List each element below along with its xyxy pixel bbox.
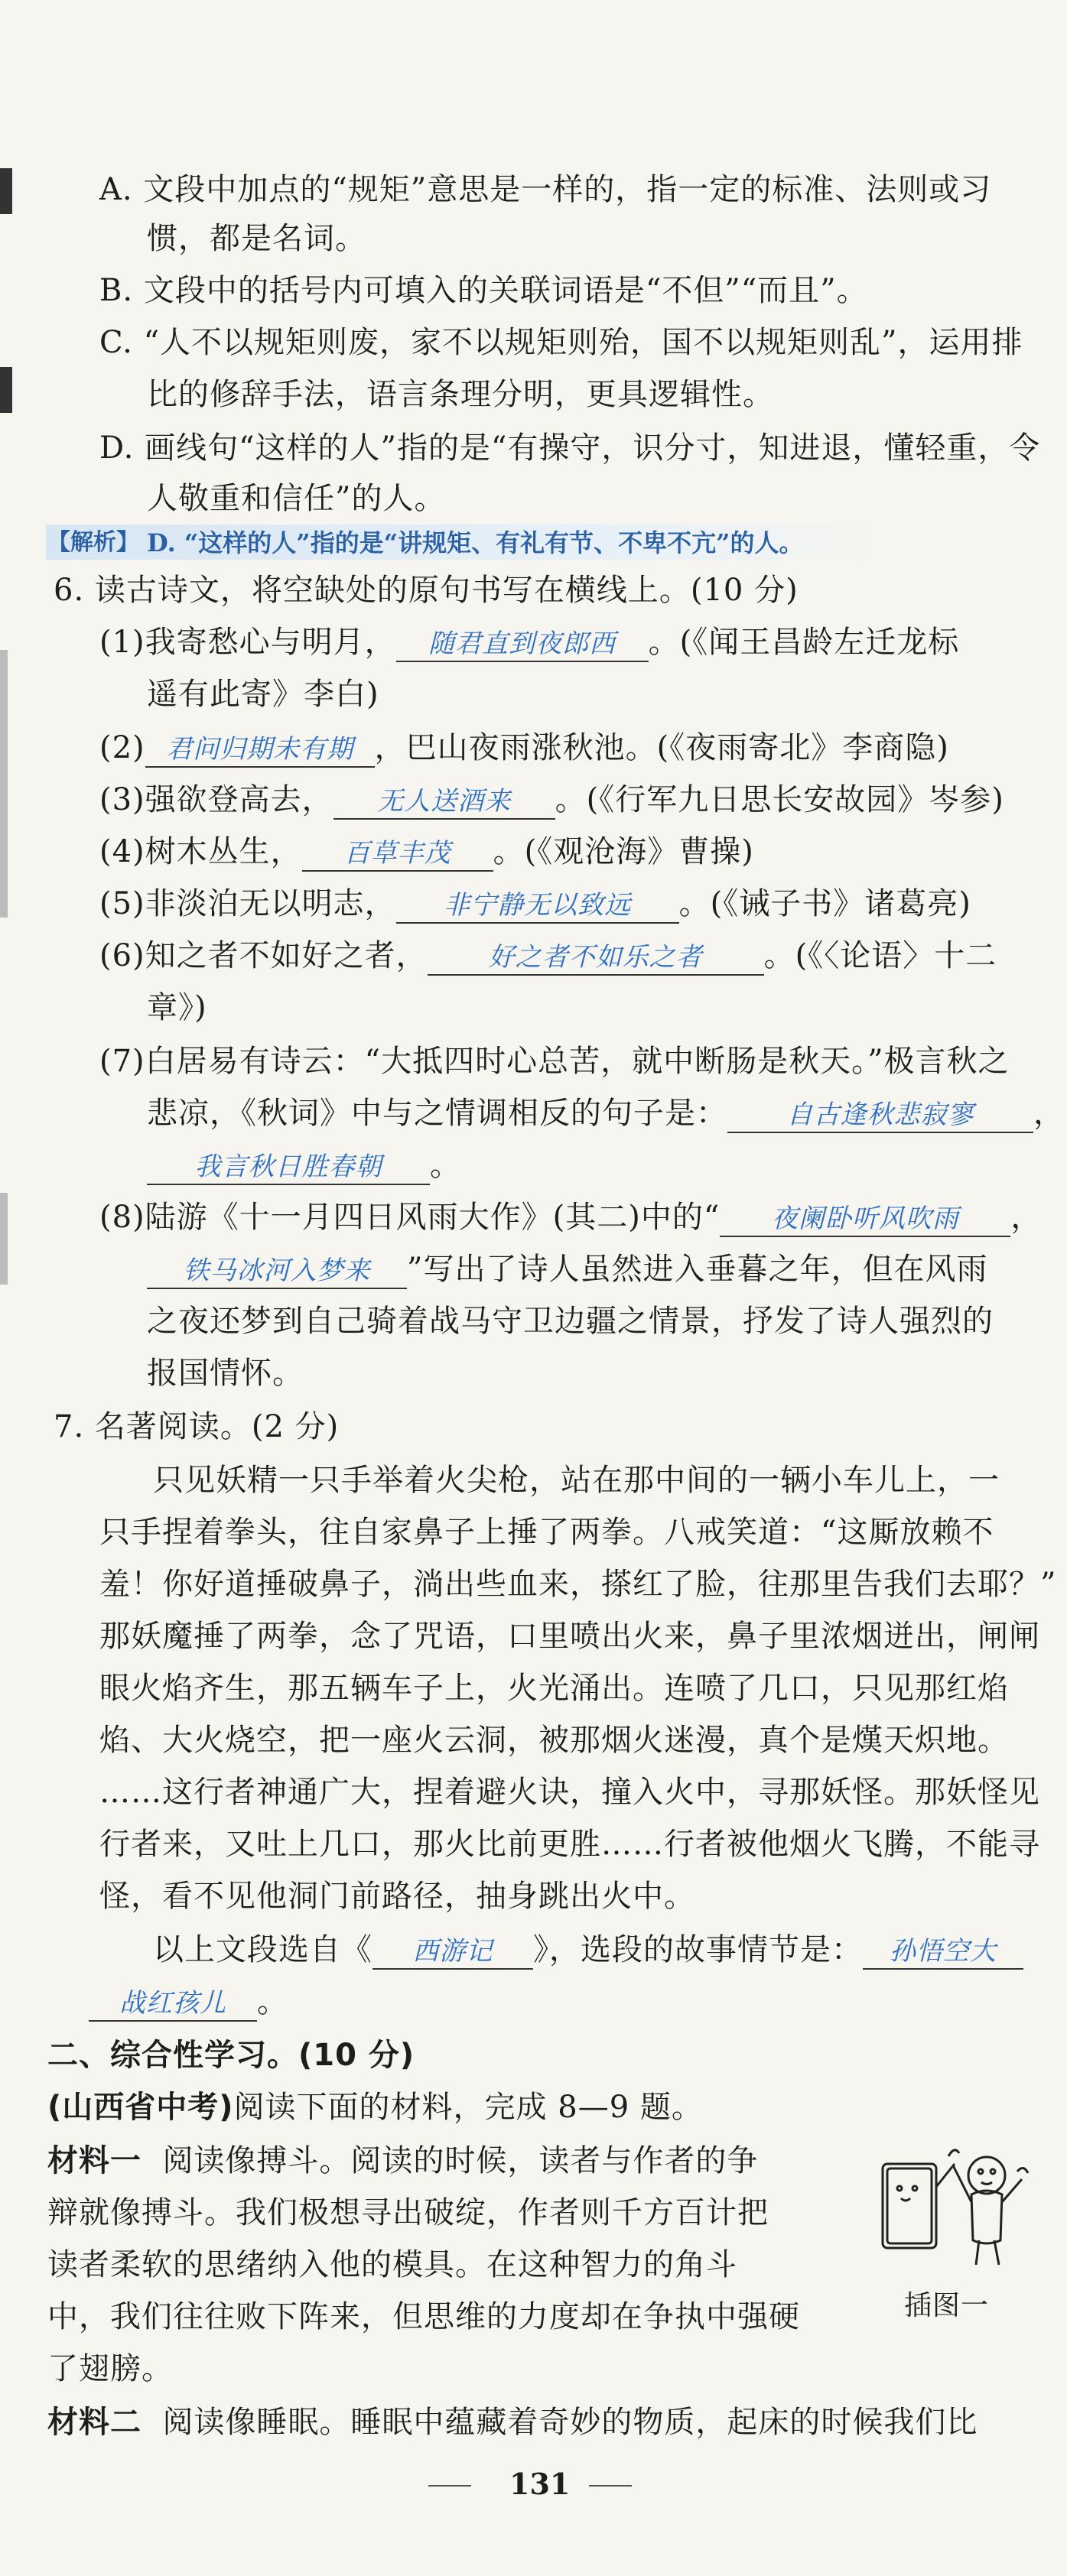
figure-caption: 插图一 [904,2290,990,2321]
q6-item7-line3 [147,1145,461,1185]
analysis-text: D. “这样的人”指的是“讲规矩、有礼有节、不卑不亢”的人。 [147,528,804,557]
q6-item3 [99,780,1004,820]
q6-item3-prompt: (3)强欲登高去， [99,782,333,817]
answer-blank [333,783,555,820]
analysis-tag: 【解析】 [47,529,139,556]
answer-blank [89,1985,257,2022]
punctuation: ， [1010,1200,1043,1235]
page-edge-shadow [0,650,8,918]
q7-prompt: 以上文段选自《 [153,1932,372,1967]
material-1-label: 材料一 [47,2143,142,2178]
material-1-line4: 中，我们往往败下阵来，但思维的力度却在争执中强硬 [47,2299,800,2334]
q6-item1-prompt: (1)我寄愁心与明月， [99,625,396,660]
q6-item7-line1: (7)白居易有诗云：“大抵四时心总苦，就中断肠是秋天。”极言秋之 [99,1044,1010,1079]
answer-blank [147,1252,407,1289]
q6-item8-line3: 之夜还梦到自己骑着战马守卫边疆之情景，抒发了诗人强烈的 [147,1304,994,1339]
q6-item1-cont: 遥有此寄》李白) [147,677,379,712]
q6-item6-cont: 章》) [147,990,207,1025]
q6-item7-prompt: 悲凉，《秋词》中与之情调相反的句子是： [147,1096,727,1131]
q6-item4 [99,832,754,872]
q6-item8-line4: 报国情怀。 [147,1356,304,1391]
material-1-line5: 了翅膀。 [47,2351,173,2386]
punctuation: 。 [430,1148,461,1183]
option-d-line2: 人敬重和信任”的人。 [147,481,446,516]
material-2-text: 阅读像睡眠。睡眠中蕴藏着奇妙的物质，起床的时候我们比 [162,2405,978,2440]
source-tag: (山西省中考) [47,2090,234,2125]
option-a-line1: A. 文段中加点的“规矩”意思是一样的，指一定的标准、法则或习 [99,172,992,207]
q6-item8-text: ”写出了诗人虽然进入垂暮之年，但在风雨 [407,1252,988,1287]
handwritten-answer: 无人送酒来 [377,786,512,817]
q6-item6 [99,936,997,976]
passage-line: 那妖魔捶了两拳，念了咒语，口里喷出火来，鼻子里浓烟迸出，闸闸 [99,1619,1040,1654]
answer-blank [372,1933,533,1970]
handwritten-answer: 非宁静无以致远 [444,890,632,921]
passage-line: 只见妖精一只手举着火尖枪，站在那中间的一辆小车儿上，一 [153,1463,1000,1498]
q6-item5-source: 。(《诫子书》诸葛亮) [678,886,971,921]
illustration-1 [872,2133,1033,2279]
handwritten-answer: 君问归期未有期 [166,734,354,765]
page-edge-shadow [0,1193,8,1285]
material-2-label: 材料二 [47,2405,142,2440]
q6-item8-line2 [147,1249,987,1289]
q7-question-line1 [153,1930,1023,1970]
handwritten-answer: 百草丰茂 [343,838,451,869]
binding-mark [0,168,12,214]
q6-item2-prompt: (2) [99,730,145,765]
passage-line: 羞！你好道捶破鼻子，淌出些血来，搽红了脸，往那里告我们去耶？” [99,1567,1057,1602]
passage-line: ……这行者神通广大，捏着避火诀，撞入火中，寻那妖怪。那妖怪见 [99,1775,1040,1810]
option-d-line1: D. 画线句“这样的人”指的是“有操守，识分寸，知进退，懂轻重，令 [99,430,1041,466]
material-1-line2: 辩就像搏斗。我们极想寻出破绽，作者则千方百计把 [47,2195,769,2230]
punctuation: 。 [257,1984,288,2019]
option-c-line2: 比的修辞手法，语言条理分明，更具逻辑性。 [147,377,774,412]
q6-item4-prompt: (4)树木丛生， [99,834,302,869]
material-1-line3: 读者柔软的思绪纳入他的模具。在这种智力的角斗 [47,2247,737,2282]
passage-line: 行者来，又吐上几口，那火比前更胜……行者被他烟火飞腾，不能寻 [99,1827,1040,1862]
q6-item2-source: ，巴山夜雨涨秋池。(《夜雨寄北》李商隐) [374,730,949,765]
q6-item8-line1 [99,1197,1042,1237]
handwritten-answer: 随君直到夜郎西 [428,629,616,659]
q6-item6-prompt: (6)知之者不如好之者， [99,938,428,973]
q6-item7-line2 [147,1093,1065,1133]
q6-item3-source: 。(《行军九日思长安故园》岑参) [555,782,1004,817]
passage-line: 焰、大火烧空，把一座火云洞，被那烟火迷漫，真个是熯天炽地。 [99,1723,1009,1758]
handwritten-answer: 战红孩儿 [119,1988,226,2019]
binding-mark [0,367,12,413]
q6-item6-source: 。(《〈论语〉十二 [763,938,997,973]
q6-item1-source: 。(《闻王昌龄左迁龙标 [648,625,960,660]
question-6-title: 6. 读古诗文，将空缺处的原句书写在横线上。(10 分) [54,573,799,608]
answer-blank [720,1200,1010,1237]
answer-blank [396,625,649,662]
passage-line: 怪，看不见他洞门前路径，抽身跳出火中。 [99,1879,695,1914]
section-2-title: 二、综合性学习。(10 分) [47,2038,415,2073]
q6-item4-source: 。(《观沧海》曹操) [493,834,754,869]
answer-blank [302,835,493,872]
question-7-title: 7. 名著阅读。(2 分) [54,1409,340,1444]
page-number-dash-right [589,2485,632,2487]
material-2-line1 [47,2402,978,2442]
handwritten-answer: 孙悟空大 [890,1936,997,1967]
option-a-line2: 惯，都是名词。 [147,221,366,256]
passage-line: 只手捏着拳头，往自家鼻子上捶了两拳。八戒笑道：“这厮放赖不 [99,1515,994,1550]
option-c-line1: C. “人不以规矩则废，家不以规矩则殆，国不以规矩则乱”，运用排 [99,325,1023,360]
handwritten-answer: 西游记 [412,1936,493,1967]
punctuation: ， [1033,1096,1065,1131]
answer-blank [727,1096,1033,1133]
answer-blank [428,939,764,976]
material-1-line1 [47,2141,758,2181]
handwritten-answer: 夜阑卧听风吹雨 [771,1204,959,1234]
handwritten-answer: 我言秋日胜春朝 [194,1152,382,1182]
page-number-dash-left [428,2485,471,2487]
answer-blank [147,1148,430,1185]
answer-blank [863,1933,1023,1970]
handwritten-answer: 铁马冰河入梦来 [183,1256,371,1286]
q6-item1 [99,622,959,662]
handwritten-answer: 自古逢秋悲寂寥 [786,1100,974,1130]
section-2-intro [47,2087,703,2127]
answer-blank [145,731,375,768]
passage-line: 眼火焰齐生，那五辆车子上，火光涌出。连喷了几口，只见那红焰 [99,1671,1009,1706]
q6-item8-prompt: (8)陆游《十一月四日风雨大作》(其二)中的“ [99,1200,721,1235]
q6-item2 [99,728,949,768]
handwritten-answer: 好之者不如乐之者 [488,942,703,973]
q6-item5 [99,884,971,924]
material-1-text: 阅读像搏斗。阅读的时候，读者与作者的争 [162,2143,759,2178]
q7-question-line2 [89,1982,288,2022]
answer-blank [396,887,679,924]
option-b: B. 文段中的括号内可填入的关联词语是“不但”“而且”。 [99,273,868,308]
intro-text: 阅读下面的材料，完成 8—9 题。 [233,2090,703,2125]
q7-prompt-mid: 》，选段的故事情节是： [533,1932,863,1967]
q6-item5-prompt: (5)非淡泊无以明志， [99,886,396,921]
page-number: 131 [509,2467,571,2501]
